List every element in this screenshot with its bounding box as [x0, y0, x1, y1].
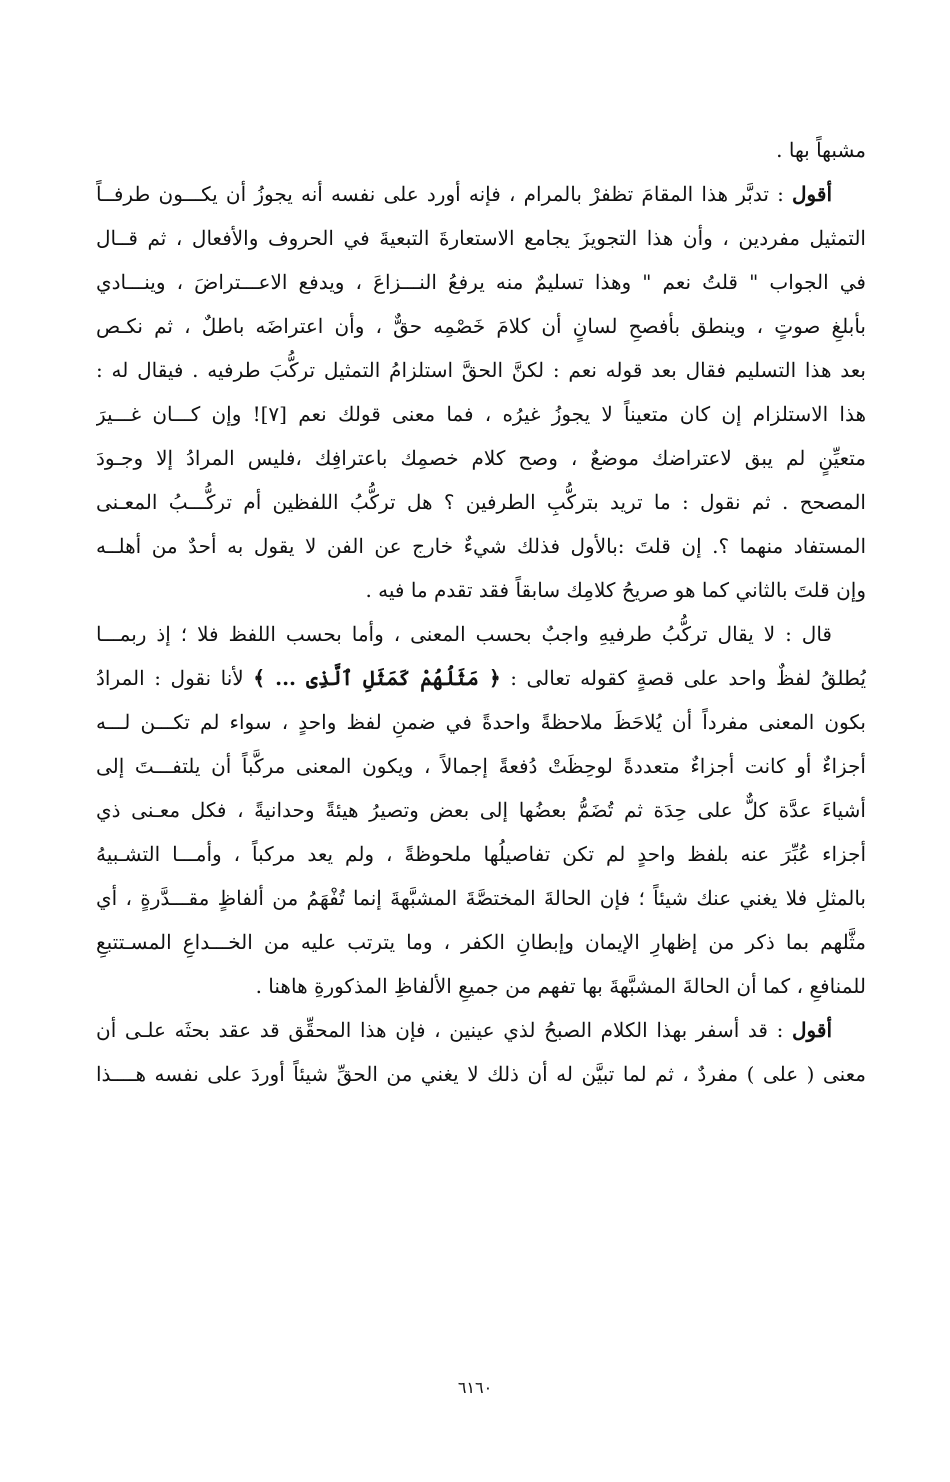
line-text: بعد هذا التسليم فقال بعد قوله نعم : لكنَّ الحقَّ استلزامُ التمثيل تركُّبَ طرفيه . فيقال له :: [96, 358, 866, 382]
text-line: [96, 348, 866, 392]
line-text: في الجواب " قلتُ نعم " وهذا تسليمٌ منه يرفعُ النـــزاعَ ، ويدفع الاعـــتراضَ ، وينـــادي: [96, 270, 866, 294]
line-text: هذا الاستلزام إن كان متعيناً لا يجوزُ غيرُه ، فما معنى قولك نعم [٧]! وإن كـــان غـــيرَ: [96, 402, 866, 426]
text-line: [96, 128, 866, 172]
line-text: : تدبَّر هذا المقامَ تظفرْ بالمرام ، فإنه أورد على نفسه أنه يجوزُ أن يكـــون طرفــاً: [96, 182, 793, 206]
line-text: أشياءَ عدَّة كلٌّ على حِدَة ثم تُضَمُّ بعضُها إلى بعض وتصيرُ هيئةً وحدانيةً ، فكل معـنى ذي: [96, 798, 866, 822]
text-line: [96, 656, 866, 700]
text-line: [96, 1008, 866, 1052]
line-text: بالمثلِ فلا يغني عنك شيئاً ؛ فإن الحالةَ المختصَّةَ المشبَّهةَ إنما تُفْهَمُ من ألفاظٍ مقـــدَّرةٍ ، أي: [96, 886, 866, 910]
line-text: متعيِّنٍ لم يبق لاعتراضك موضعٌ ، وصح كلام خصمِك باعترافِك ،فليس المرادُ إلا وجـودَ: [96, 446, 866, 470]
text-line: [96, 612, 866, 656]
line-text: مشبهاً بها .: [776, 138, 866, 162]
line-text: مثَّلهم بما ذكر من إظهارِ الإيمان وإبطانِ الكفر ، وما يترتب عليه من الخـــداعِ المسـتتبعِ: [96, 930, 866, 954]
text-line: [96, 568, 866, 612]
line-text: المصحح . ثم نقول : ما تريد بتركُّبِ الطرفين ؟ هل تركُّبُ اللفظين أم تركُّـــبُ المعـنى: [96, 490, 866, 514]
body-text: [96, 128, 866, 1096]
line-text: أجزاءٌ أو كانت أجزاءٌ متعددةً لوحِظَتْ دُفعةً إجمالاً ، ويكون المعنى مركَّباً أن يلتفـــتَ إلى: [96, 754, 866, 778]
text-line: [96, 260, 866, 304]
line-text-continued: لأنا نقول : المرادُ: [96, 666, 254, 690]
line-text: معنى ( على ) مفردٌ ، ثم لما تبيَّن له أن ذلك لا يغني من الحقِّ شيئاً أوردَ على نفسه هــــذا: [96, 1062, 866, 1086]
page-number: ٦١٦٠: [457, 1378, 493, 1397]
line-text: وإن قلتَ بالثاني كما هو صريحُ كلامِك سابقاً فقد تقدم ما فيه .: [365, 578, 866, 602]
text-line: [96, 788, 866, 832]
text-line: [96, 832, 866, 876]
text-line: [96, 304, 866, 348]
text-line: [96, 524, 866, 568]
line-text: المستفاد منهما ؟. إن قلتَ :بالأول فذلك شيءٌ خارج عن الفن لا يقول به أحدٌ من أهلــه: [96, 534, 866, 558]
text-line: [96, 876, 866, 920]
text-line: [96, 700, 866, 744]
text-line: [96, 480, 866, 524]
text-line: [96, 744, 866, 788]
text-line: [96, 1052, 866, 1096]
paragraph-keyword: أقول: [792, 182, 832, 206]
paragraph-keyword: أقول: [792, 1018, 832, 1042]
text-line: [96, 964, 866, 1008]
text-line: [96, 920, 866, 964]
line-text: قال : لا يقال تركُّبُ طرفيهِ واجبٌ بحسب المعنى ، وأما بحسب اللفظ فلا ؛ إذ ربمـــا: [96, 622, 832, 646]
text-line: [96, 392, 866, 436]
text-line: [96, 216, 866, 260]
line-text: للمنافعِ ، كما أن الحالةَ المشبَّهةَ بها تفهم من جميعِ الألفاظِ المذكورةِ هاهنا .: [255, 974, 866, 998]
text-line: [96, 436, 866, 480]
line-text: بأبلغِ صوتٍ ، وينطق بأفصحِ لسانٍ أن كلامَ خَصْمِه حقٌّ ، وأن اعتراضَه باطلٌ ، ثم نكـص: [96, 314, 866, 338]
line-text: أجزاء عُبِّرَ عنه بلفظ واحدٍ لم تكن تفاصيلُها ملحوظةً ، ولم يعد مركباً ، وأمـــا التشـبيهُ: [96, 842, 866, 866]
quran-verse: ﴿ مَثَلُهُمْ كَمَثَلِ ٱلَّذِى ... ﴾: [253, 666, 501, 690]
line-text: بكون المعنى مفرداً أن يُلاحَظَ ملاحظةً واحدةً في ضمنِ لفظ واحدٍ ، سواء لم تكـــن لـــه: [96, 710, 866, 734]
line-text: يُطلقُ لفظٌ واحد على قصةٍ كقوله تعالى :: [500, 666, 866, 690]
text-line: [96, 172, 866, 216]
line-text: التمثيل مفردين ، وأن هذا التجويزَ يجامع الاستعارةَ التبعيةَ في الحروف والأفعال ، ثم قــال: [96, 226, 866, 250]
line-text: : قد أسفر بهذا الكلام الصبحُ لذي عينين ، فإن هذا المحقِّق قد عقد بحثَه علـى أن: [96, 1018, 793, 1042]
